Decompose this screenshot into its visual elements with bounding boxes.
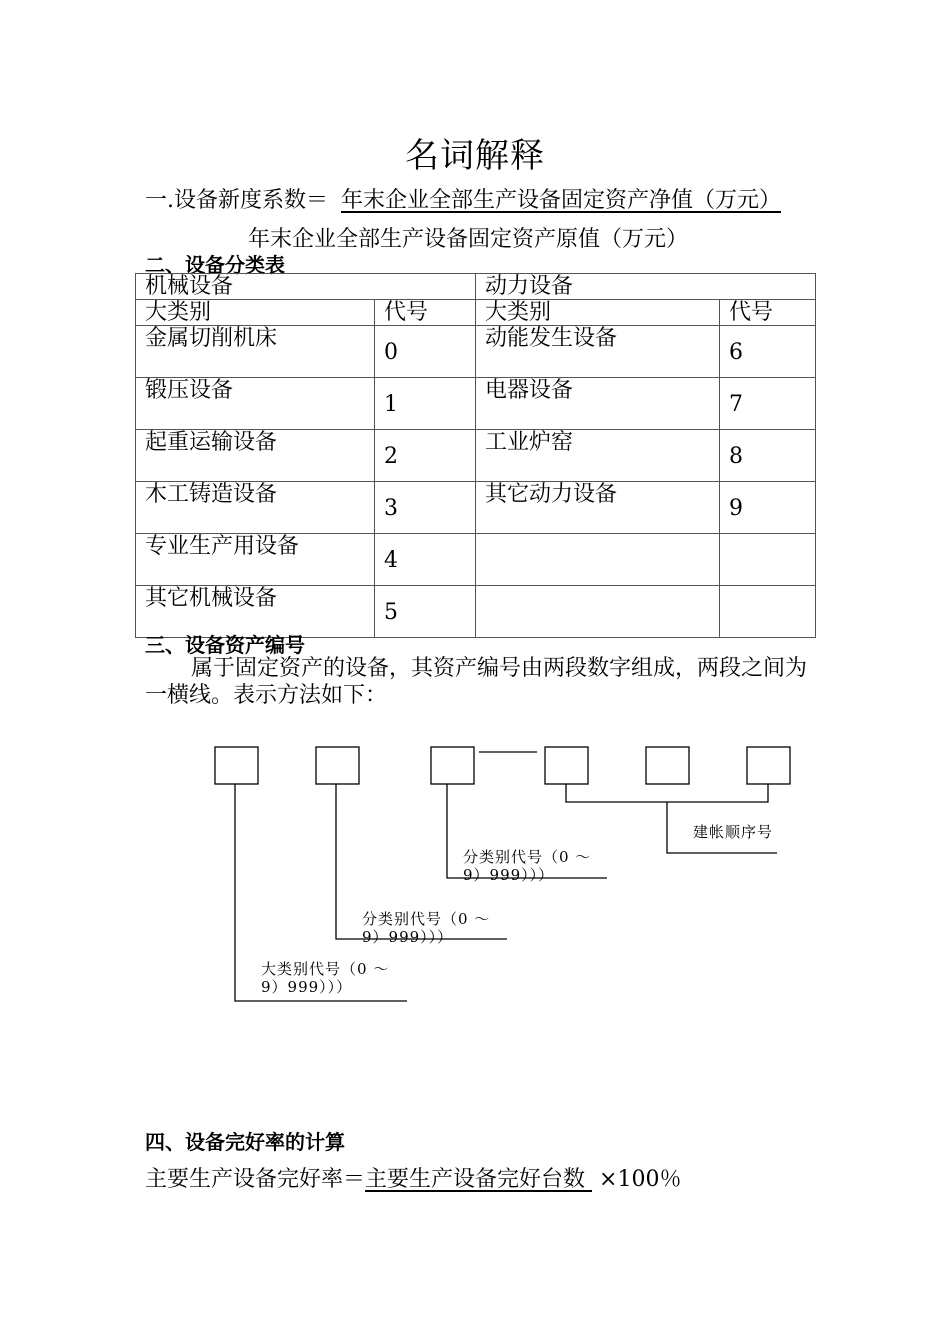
sub-category-label: 分类别代号（0 ～ xyxy=(463,848,592,866)
code-cell: 3 xyxy=(375,482,476,534)
empty-cell xyxy=(476,586,720,638)
digit-box xyxy=(646,747,689,784)
category-cell: 电器设备 xyxy=(476,378,720,430)
digit-box xyxy=(316,747,359,784)
digit-box xyxy=(747,747,790,784)
formula-label: 主要生产设备完好率＝ xyxy=(145,1167,366,1192)
code-cell: 9 xyxy=(720,482,816,534)
category-cell: 锻压设备 xyxy=(136,378,375,430)
group-header-power: 动力设备 xyxy=(476,274,816,300)
section-heading-asset-numbering: 三、设备资产编号 xyxy=(145,633,305,657)
table-row xyxy=(136,430,816,482)
code-cell: 1 xyxy=(375,378,476,430)
section-heading-intact-rate: 四、设备完好率的计算 xyxy=(145,1130,345,1154)
table-row xyxy=(136,482,816,534)
formula-denominator: 年末企业全部生产设备固定资产原值（万元） xyxy=(248,227,689,252)
column-header-code: 代号 xyxy=(720,300,816,326)
group-header-mechanical: 机械设备 xyxy=(136,274,476,300)
empty-cell xyxy=(720,534,816,586)
category-cell: 其它动力设备 xyxy=(476,482,720,534)
category-cell: 工业炉窑 xyxy=(476,430,720,482)
empty-cell xyxy=(720,586,816,638)
empty-cell xyxy=(476,534,720,586)
code-cell: 6 xyxy=(720,326,816,378)
digit-box xyxy=(215,747,258,784)
formula-numerator: 年末企业全部生产设备固定资产净值（万元） xyxy=(341,188,782,213)
code-cell: 4 xyxy=(375,534,476,586)
category-cell: 木工铸造设备 xyxy=(136,482,375,534)
asset-number-diagram xyxy=(0,730,950,1020)
sub-category-label: 分类别代号（0 ～ xyxy=(362,910,491,928)
asset-numbering-paragraph xyxy=(145,655,815,709)
code-cell: 0 xyxy=(375,326,476,378)
formula-multiplier: ×100％ xyxy=(599,1167,682,1192)
code-cell: 5 xyxy=(375,586,476,638)
equipment-classification-table xyxy=(135,273,816,638)
intact-rate-formula xyxy=(145,1162,681,1193)
table-row xyxy=(136,378,816,430)
column-header-category: 大类别 xyxy=(476,300,720,326)
ledger-seq-label: 建帐顺序号 xyxy=(693,823,774,841)
column-header-code: 代号 xyxy=(375,300,476,326)
category-cell: 动能发生设备 xyxy=(476,326,720,378)
category-cell: 金属切削机床 xyxy=(136,326,375,378)
formula-numerator: 主要生产设备完好台数 xyxy=(365,1167,586,1192)
sub-category-label: 9）999））） xyxy=(463,866,555,884)
major-category-label: 9）999））） xyxy=(261,978,353,996)
category-cell: 其它机械设备 xyxy=(136,586,375,638)
ledger-bracket-line xyxy=(566,784,768,802)
code-cell: 2 xyxy=(375,430,476,482)
new-degree-formula-label: 一.设备新度系数＝ xyxy=(145,188,328,213)
column-header-category: 大类别 xyxy=(136,300,375,326)
code-cell: 7 xyxy=(720,378,816,430)
category-cell: 专业生产用设备 xyxy=(136,534,375,586)
paragraph-text: 属于固定资产的设备，其资产编号由两段数字组成，两段之间为一横线。表示方法如下： xyxy=(145,656,808,708)
digit-box xyxy=(431,747,474,784)
code-cell: 8 xyxy=(720,430,816,482)
major-category-label: 大类别代号（0 ～ xyxy=(261,960,390,978)
digit-box xyxy=(545,747,588,784)
section-heading-classification: 二、设备分类表 xyxy=(145,253,285,277)
table-row xyxy=(136,534,816,586)
table-row xyxy=(136,326,816,378)
page-title: 名词解释 xyxy=(405,136,545,176)
category-cell: 起重运输设备 xyxy=(136,430,375,482)
sub-category-label: 9）999））） xyxy=(362,928,454,946)
